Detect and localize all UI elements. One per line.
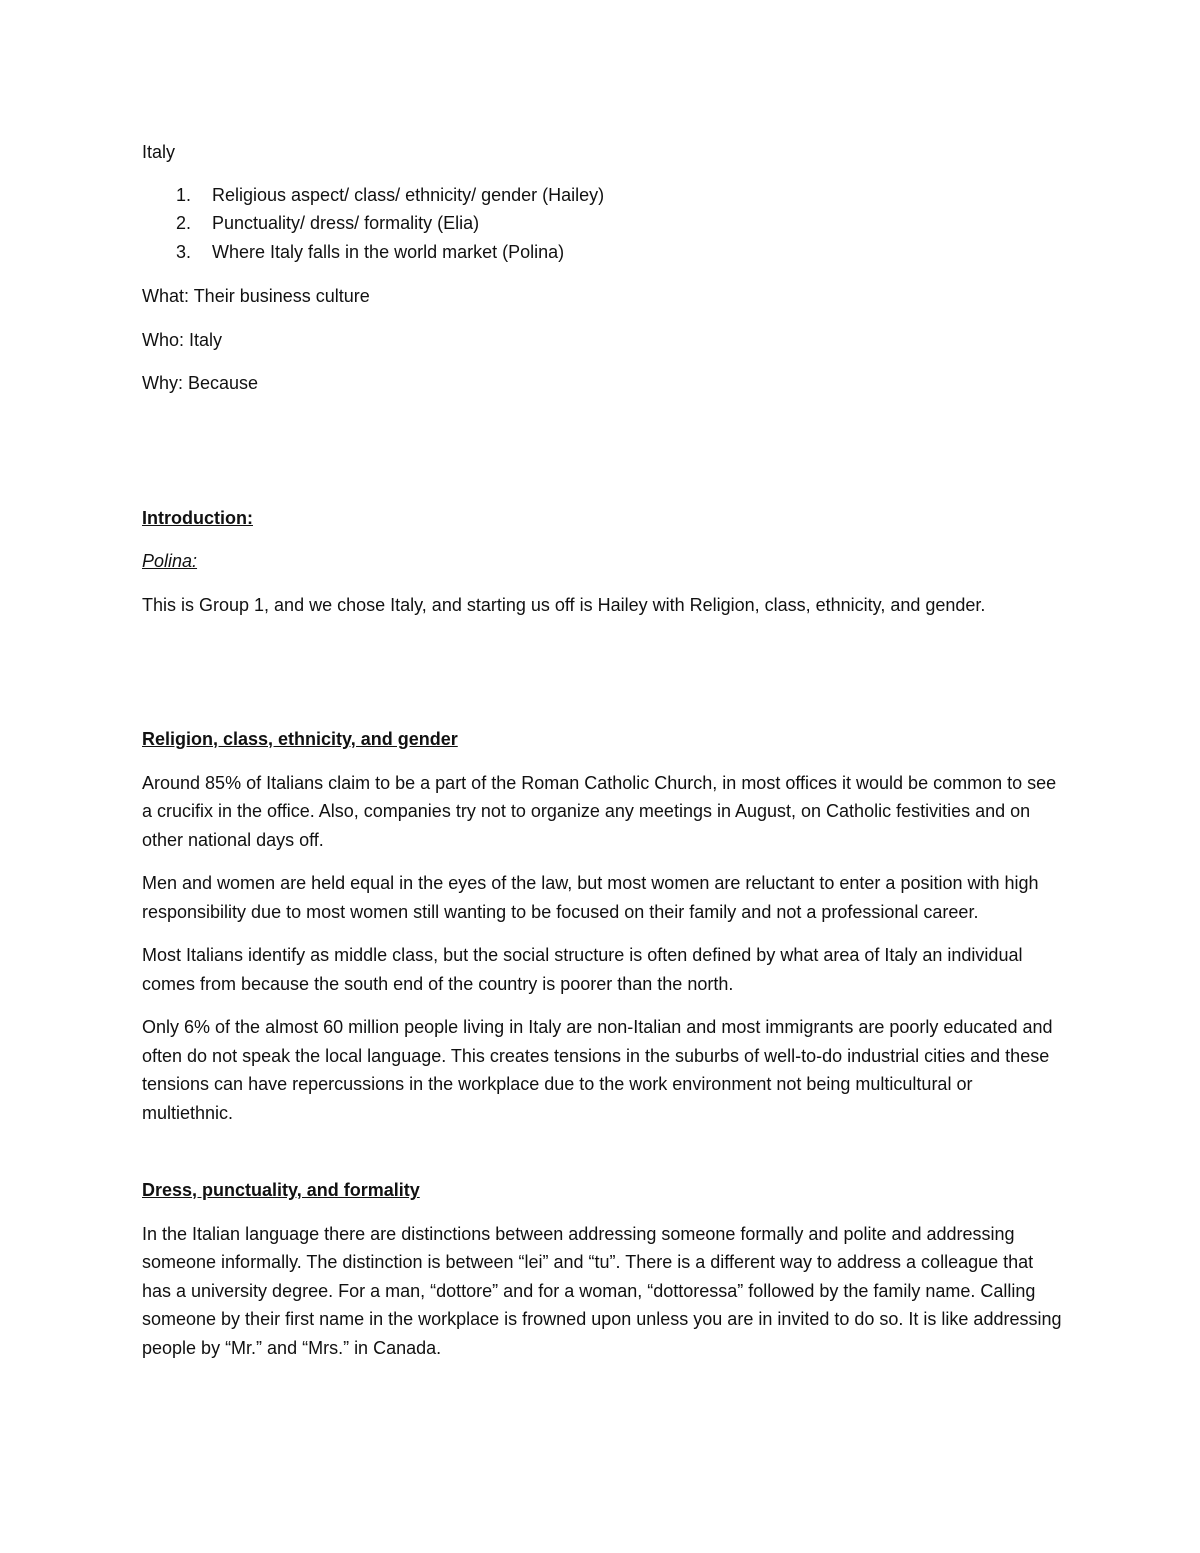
list-number: 1. [176, 184, 192, 205]
list-number: 2. [176, 213, 192, 233]
spacer [142, 634, 1062, 725]
list-item [142, 238, 1062, 267]
paragraph: Most Italians identify as middle class, but the social structure is often defined by what area of Italy an individual comes from because the south end of the country is poorer than the north. [142, 945, 1023, 994]
document-title: Italy [142, 142, 176, 162]
introduction-heading: Introduction: [142, 507, 253, 528]
speaker-label: Polina: [142, 551, 198, 571]
paragraph: Men and women are held equal in the eyes of the law, but most women are reluctant to enter a position with high responsibility due to most women still wanting to be focused on their family and not a professional career. [142, 873, 1039, 922]
topics-list [142, 181, 1062, 267]
dress-section-heading: Dress, punctuality, and formality [142, 1180, 420, 1200]
list-item [142, 209, 1062, 238]
list-item [142, 181, 1062, 210]
list-item-text: Where Italy falls in the world market (Polina) [212, 241, 565, 262]
spacer [142, 1142, 1062, 1176]
why-line: Why: Because [142, 373, 259, 393]
list-number: 3. [176, 241, 192, 262]
what-line: What: Their business culture [142, 286, 370, 306]
introduction-text: This is Group 1, and we chose Italy, and starting us off is Hailey with Religion, class, ethnicity, and gender. [142, 594, 986, 615]
who-line: Who: Italy [142, 329, 223, 350]
paragraph: In the Italian language there are distinctions between addressing someone formally and polite and addressing someone informally. The distinction is between “lei” and “tu”. There is a different way to address a colleague that has a university degree. For a man, “dottore” and for a woman, “dottoressa” followed by the family name. Calling someone by their first name in the workplace is frowned upon unless you are in invited to do so. It is like addressing people by “Mr.” and “Mrs.” in Canada. [142, 1223, 1062, 1358]
spacer [142, 413, 1062, 504]
document-page [142, 138, 1062, 1377]
list-item-text: Punctuality/ dress/ formality (Elia) [212, 213, 480, 233]
list-item-text: Religious aspect/ class/ ethnicity/ gender (Hailey) [212, 184, 605, 205]
paragraph: Only 6% of the almost 60 million people living in Italy are non-Italian and most immigrants are poorly educated and often do not speak the local language. This creates tensions in the suburbs of well-to-do industrial cities and these tensions can have repercussions in the workplace due to the work environment not being multicultural or multiethnic. [142, 1017, 1053, 1123]
religion-section-heading: Religion, class, ethnicity, and gender [142, 729, 458, 749]
paragraph: Around 85% of Italians claim to be a part of the Roman Catholic Church, in most offices it would be common to see a crucifix in the office. Also, companies try not to organize any meetings in August, on Catholic festivities and on other national days off. [142, 772, 1057, 850]
